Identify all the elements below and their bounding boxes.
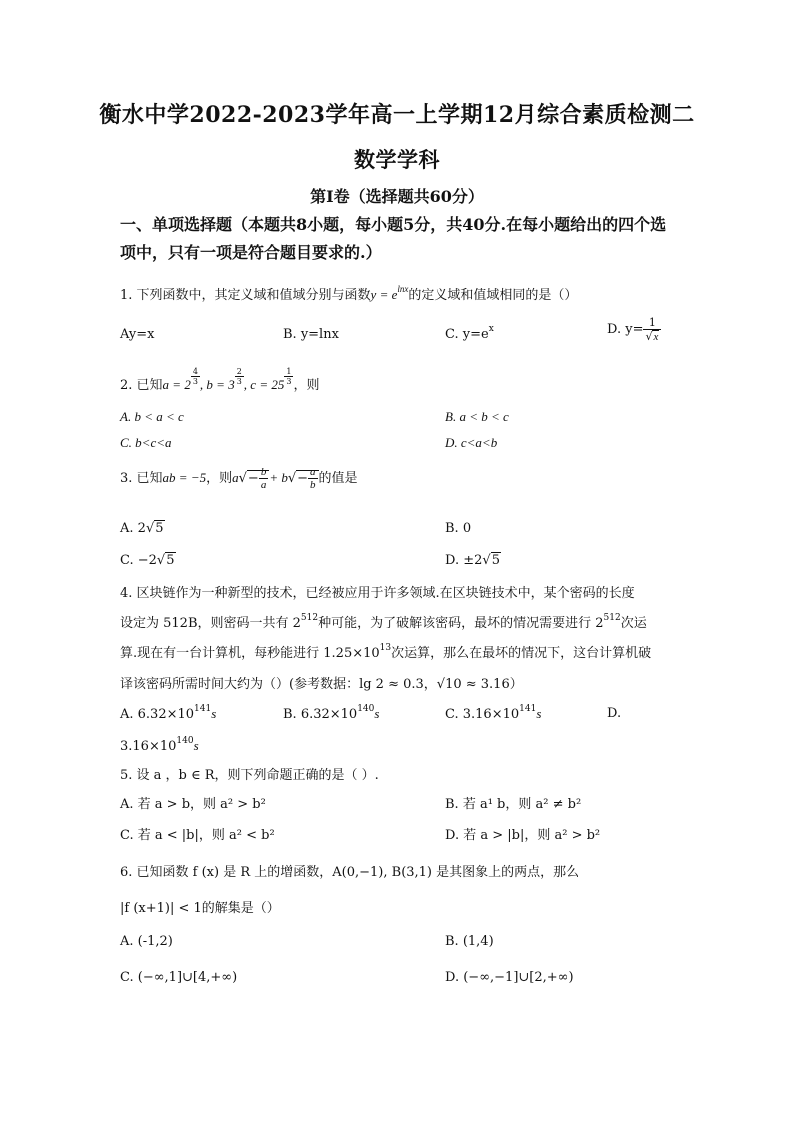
- q2-b-exp: [235, 367, 244, 386]
- q3-coef-a: a: [232, 470, 239, 485]
- q3-frac-2: [308, 466, 318, 491]
- q2-c-exp: [284, 367, 293, 386]
- q1-option-c-base: C. y=e: [445, 327, 489, 342]
- q1-func: [370, 284, 409, 302]
- q3-frac2-num: a: [310, 466, 316, 478]
- q3-option-b: B. 0: [445, 521, 472, 536]
- q2-a-exp: [191, 367, 200, 386]
- q4-option-d-value: [120, 738, 199, 754]
- q4-option-a-exp: 141: [194, 704, 212, 714]
- q3-option-a-coef: A. 2: [120, 521, 146, 536]
- q6-option-d: D. (−∞,−1]∪[2,+∞): [445, 970, 574, 985]
- q1-func-exp: lnx: [397, 284, 409, 294]
- q1-option-d-num: 1: [643, 316, 661, 330]
- q1-stem-tail: 的定义域和值域相同的是（）: [408, 288, 578, 303]
- q4-option-c-exp: 141: [519, 704, 537, 714]
- q4-l2-a: 设定为 512B，则密码一共有 2: [120, 616, 301, 631]
- volume-title: 第I卷（选择题共60分）: [310, 187, 484, 206]
- q4-option-b-unit: s: [374, 706, 380, 721]
- q4-l3-b: 次运算，那么在最坏的情况下，这台计算机破: [391, 646, 652, 661]
- q2-c-expr: , c = 25: [243, 377, 285, 392]
- q6-option-c: C. (−∞,1]∪[4,+∞): [120, 970, 238, 985]
- q5-option-d: D. 若 a > |b|，则 a² > b²: [445, 828, 601, 843]
- q4-l3-exp: 13: [379, 643, 392, 653]
- q5-option-c: C. 若 a < |b|，则 a² < b²: [120, 828, 275, 843]
- q3-stem-mid: ，则: [206, 471, 233, 486]
- q4-option-d-base: 3.16×10: [120, 739, 177, 754]
- q1-option-b: B. y=lnx: [283, 327, 339, 342]
- q1-option-a: Ay=x: [120, 327, 155, 342]
- q1-option-c-exp: x: [488, 324, 494, 334]
- q2-option-a: A. b < a < c: [120, 409, 184, 424]
- question-4-line-1: 4. 区块链作为一种新型的技术，已经被应用于许多领域.在区块链技术中，某个密码的长度: [120, 586, 635, 601]
- q4-option-c: [445, 706, 541, 722]
- question-6-line-1: 6. 已知函数 f (x) 是 R 上的增函数，A(0,−1), B(3,1) 是其图象上的两点，那么: [120, 865, 580, 880]
- q3-root-1: − $\frac{b}{a}$: [247, 470, 269, 486]
- q1-option-d-label: D. y=: [607, 322, 644, 337]
- q3-option-d: D. ±2√5: [445, 553, 500, 568]
- q4-option-d-unit: s: [193, 738, 199, 753]
- q2-option-c: C. b<c<a: [120, 435, 172, 450]
- q2-c-den: 3: [286, 377, 292, 386]
- q2-stem-tail: ，则: [293, 378, 320, 393]
- q4-option-b-exp: 140: [357, 704, 375, 714]
- q3-root-2: − $\frac{a}{b}$: [296, 470, 318, 486]
- question-5-stem: 5. 设 a ，b ∈ R，则下列命题正确的是（ ）.: [120, 768, 379, 783]
- q1-option-c: [445, 324, 494, 342]
- q3-plus-b: + b: [269, 470, 288, 485]
- q3-frac1-den: a: [260, 479, 267, 491]
- question-6-line-2: |f (x+1)| < 1的解集是（）: [120, 901, 280, 916]
- q1-func-base: y = e: [370, 287, 398, 302]
- subject-title: 数学学科: [354, 147, 440, 172]
- q4-option-b: [283, 706, 379, 722]
- question-4-line-2: [120, 612, 647, 631]
- q1-option-d-fraction: $\frac{1}{√x}$: [643, 316, 661, 343]
- q4-l2-c: 次运: [620, 616, 647, 631]
- q3-frac-1: [259, 466, 269, 491]
- q5-option-b: B. 若 a¹ b，则 a² ≠ b²: [445, 797, 582, 812]
- question-2-stem: [120, 367, 320, 395]
- q4-option-d-exp: 140: [176, 736, 194, 746]
- q3-option-a-root: 5: [155, 521, 164, 536]
- question-3-stem: 3. 已知ab = −5，则a√− $\frac{b}{a}$ + b√− $\frac{a}{b}$ 的值是: [120, 466, 358, 491]
- q4-option-b-base: B. 6.32×10: [283, 707, 358, 722]
- q6-option-a: A. (-1,2): [120, 934, 173, 949]
- q1-option-d-den: x: [653, 331, 659, 343]
- q4-option-a-base: A. 6.32×10: [120, 707, 195, 722]
- question-4-line-4: 译该密码所需时间大约为（）(参考数据：lg 2 ≈ 0.3，√10 ≈ 3.16）: [120, 677, 523, 692]
- q2-option-b: B. a < b < c: [445, 409, 509, 424]
- q6-option-b: B. (1,4): [445, 934, 494, 949]
- q3-option-c-coef: C. −2: [120, 553, 157, 568]
- q3-stem-tail: 的值是: [318, 471, 358, 486]
- q4-option-c-unit: s: [536, 706, 542, 721]
- q2-stem-text: 2. 已知: [120, 378, 163, 393]
- q3-option-c-root: 5: [166, 553, 175, 568]
- q4-l2-exp2: 512: [603, 613, 621, 623]
- q2-a-num: 4: [192, 367, 198, 376]
- q1-stem-text: 1. 下列函数中，其定义域和值域分别与函数: [120, 288, 371, 303]
- section-heading: 一、单项选择题（本题共8小题，每小题5分，共40分.在每小题给出的四个选项中，只有一项是符合题目要求的.）: [120, 215, 667, 262]
- q3-option-d-root: 5: [491, 553, 500, 568]
- q5-option-a: A. 若 a > b，则 a² > b²: [120, 797, 266, 812]
- q4-l3-a: 算.现在有一台计算机，每秒能进行 1.25×10: [120, 646, 380, 661]
- q1-option-d: [607, 316, 661, 343]
- q2-b-num: 2: [236, 367, 242, 376]
- q2-b-expr: , b = 3: [199, 377, 235, 392]
- q4-l2-exp1: 512: [300, 613, 319, 623]
- q2-a-den: 3: [192, 377, 198, 386]
- q2-b-den: 3: [236, 377, 242, 386]
- q2-option-d: D. c<a<b: [445, 435, 498, 450]
- question-1-stem: [120, 284, 577, 303]
- q3-option-a: A. 2√5: [120, 521, 164, 536]
- q4-l2-b: 种可能，为了破解该密码，最坏的情况需要进行 2: [318, 616, 604, 631]
- q3-option-d-coef: D. ±2: [445, 553, 483, 568]
- q3-condition: ab = −5: [162, 470, 207, 485]
- q4-option-c-base: C. 3.16×10: [445, 707, 520, 722]
- exam-title: 衡水中学2022-2023学年高一上学期12月综合素质检测二: [99, 102, 695, 128]
- q4-option-a-unit: s: [211, 706, 217, 721]
- q4-option-d-label: D.: [607, 706, 622, 721]
- q2-c-num: 1: [286, 367, 292, 376]
- question-4-line-3: [120, 642, 651, 661]
- q3-stem-text: 3. 已知: [120, 471, 163, 486]
- q3-frac2-den: b: [310, 479, 316, 491]
- q3-option-c: C. −2√5: [120, 553, 175, 568]
- q2-a-expr: a = 2: [162, 377, 191, 392]
- q3-frac1-num: b: [260, 466, 267, 478]
- q4-option-a: [120, 706, 216, 722]
